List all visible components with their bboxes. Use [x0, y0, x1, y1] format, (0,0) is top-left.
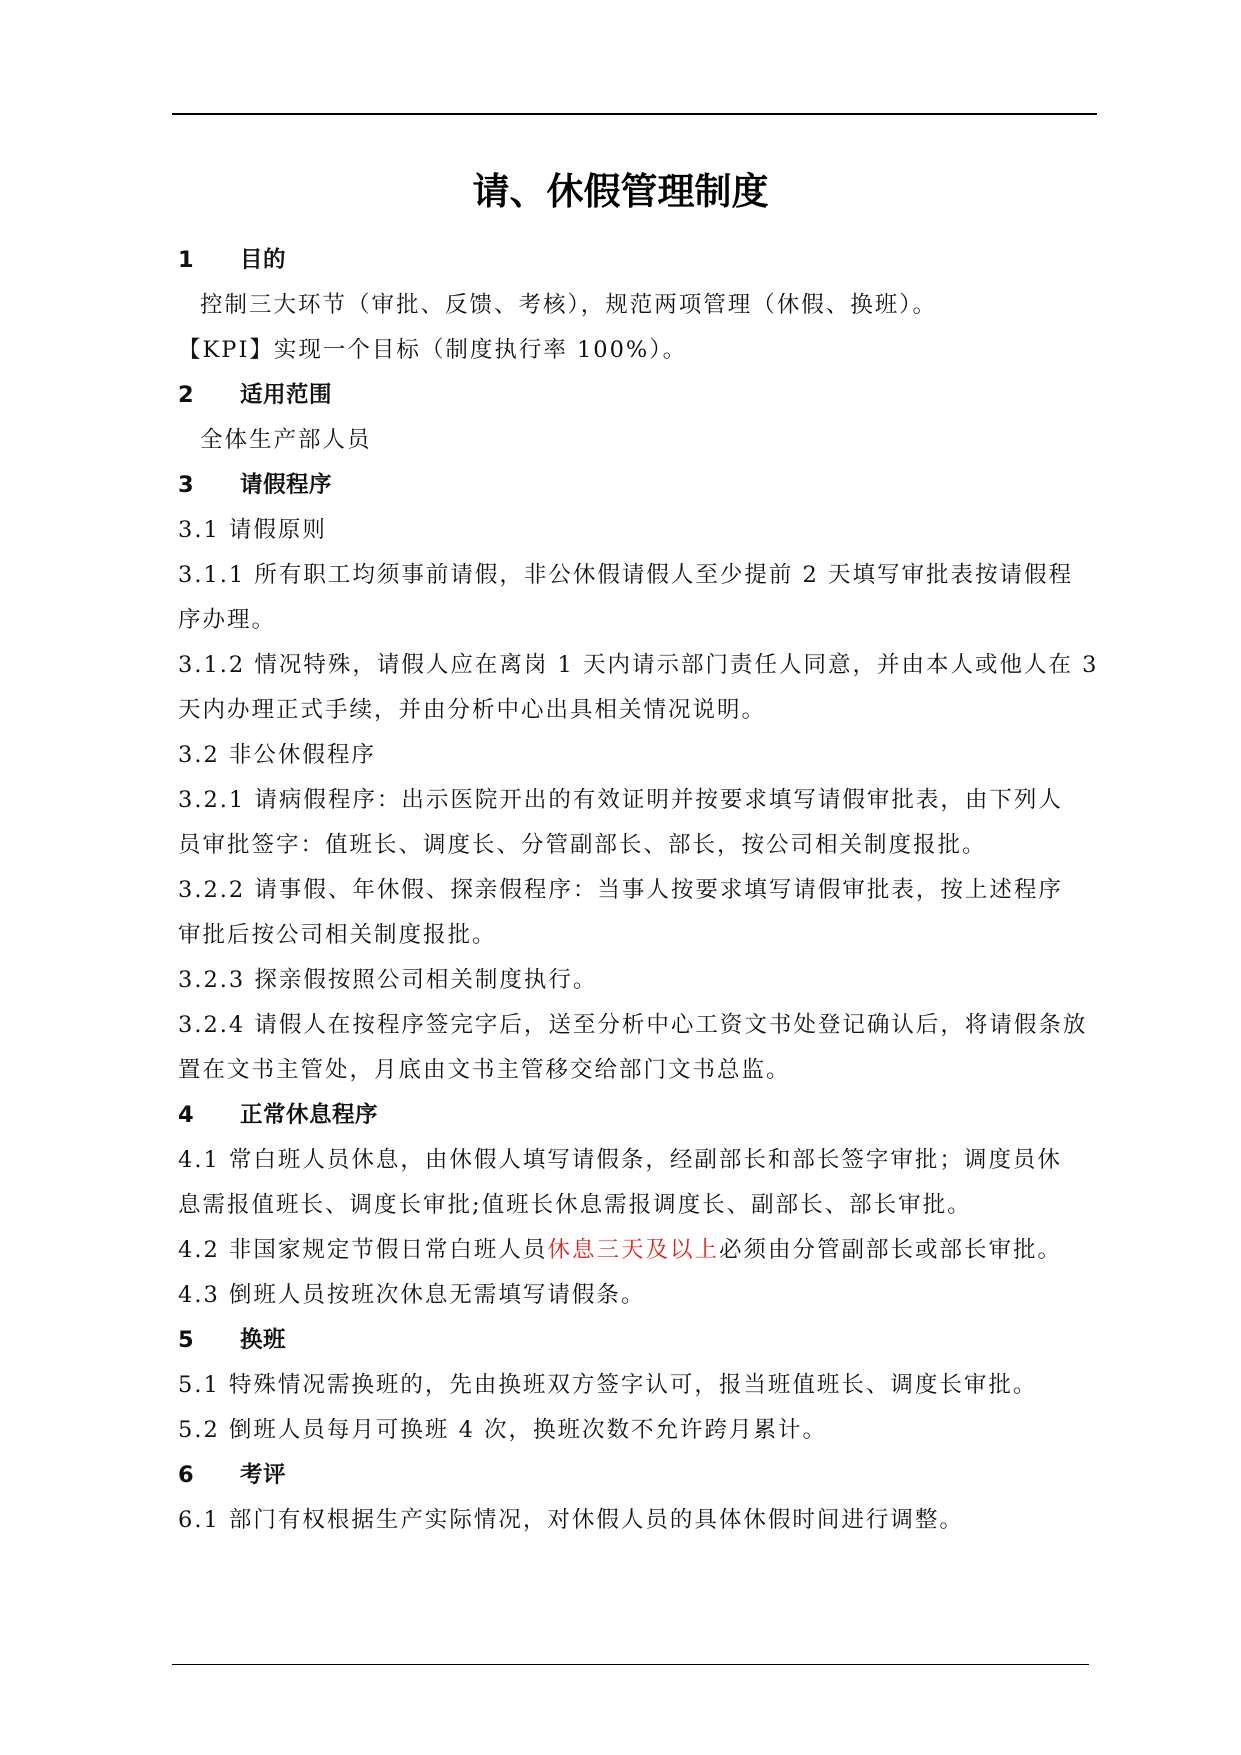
paragraph-text: 4.2 非国家规定节假日常白班人员	[178, 1237, 548, 1263]
section-number: 5	[178, 1327, 195, 1353]
section-title: 考评	[240, 1462, 287, 1488]
section-number: 3	[178, 472, 195, 498]
paragraph-text: 必须由分管副部长或部长审批。	[718, 1237, 1062, 1263]
header-rule	[172, 113, 1097, 115]
paragraph: 3.1 请假原则	[178, 517, 327, 543]
section-title: 换班	[240, 1327, 287, 1353]
section-3-heading	[178, 469, 332, 501]
paragraph: 3.2.4 请假人在按程序签完字后，送至分析中心工资文书处登记确认后，将请假条放	[178, 1012, 1088, 1038]
section-6-heading	[178, 1459, 286, 1491]
paragraph: 控制三大环节（审批、反馈、考核），规范两项管理（休假、换班）。	[200, 292, 938, 318]
section-number: 2	[178, 382, 195, 408]
section-title: 目的	[240, 247, 287, 273]
section-title: 请假程序	[240, 472, 333, 498]
paragraph: 置在文书主管处，月底由文书主管移交给部门文书总监。	[178, 1057, 791, 1083]
paragraph: 4.1 常白班人员休息，由休假人填写请假条，经副部长和部长签字审批；调度员休	[178, 1147, 1062, 1173]
paragraph: 3.2 非公休假程序	[178, 742, 376, 768]
paragraph: 3.2.1 请病假程序：出示医院开出的有效证明并按要求填写请假审批表，由下列人	[178, 787, 1063, 813]
paragraph-4-2	[178, 1234, 1062, 1266]
footer-rule	[172, 1664, 1089, 1665]
paragraph: 息需报值班长、调度长审批;值班长休息需报调度长、副部长、部长审批。	[178, 1192, 972, 1218]
paragraph: 4.3 倒班人员按班次休息无需填写请假条。	[178, 1282, 646, 1308]
section-4-heading	[178, 1099, 378, 1131]
paragraph: 3.2.3 探亲假按照公司相关制度执行。	[178, 967, 598, 993]
section-number: 4	[178, 1102, 195, 1128]
paragraph: 5.1 特殊情况需换班的，先由换班双方签字认可，报当班值班长、调度长审批。	[178, 1372, 1038, 1398]
paragraph: 员审批签字：值班长、调度长、分管副部长、部长，按公司相关制度报批。	[178, 832, 987, 858]
paragraph: 3.1.2 情况特殊，请假人应在离岗 1 天内请示部门责任人同意，并由本人或他人在 3	[178, 652, 1099, 678]
section-2-heading	[178, 379, 332, 411]
section-title: 正常休息程序	[240, 1102, 379, 1128]
paragraph: 序办理。	[178, 607, 277, 633]
paragraph: 审批后按公司相关制度报批。	[178, 922, 497, 948]
section-5-heading	[178, 1324, 286, 1356]
paragraph: 天内办理正式手续，并由分析中心出具相关情况说明。	[178, 697, 767, 723]
paragraph: 6.1 部门有权根据生产实际情况，对休假人员的具体休假时间进行调整。	[178, 1507, 964, 1533]
section-1-heading	[178, 244, 286, 276]
section-number: 6	[178, 1462, 195, 1488]
paragraph: 【KPI】实现一个目标（制度执行率 100%）。	[178, 337, 688, 363]
section-title: 适用范围	[240, 382, 333, 408]
paragraph: 5.2 倒班人员每月可换班 4 次，换班次数不允许跨月累计。	[178, 1417, 828, 1443]
paragraph: 3.2.2 请事假、年休假、探亲假程序：当事人按要求填写请假审批表，按上述程序	[178, 877, 1063, 903]
paragraph: 全体生产部人员	[200, 427, 372, 453]
highlighted-text: 休息三天及以上	[547, 1237, 719, 1263]
document-title: 请、休假管理制度	[472, 170, 769, 213]
paragraph: 3.1.1 所有职工均须事前请假，非公休假请假人至少提前 2 天填写审批表按请假程	[178, 562, 1074, 588]
section-number: 1	[178, 247, 195, 273]
